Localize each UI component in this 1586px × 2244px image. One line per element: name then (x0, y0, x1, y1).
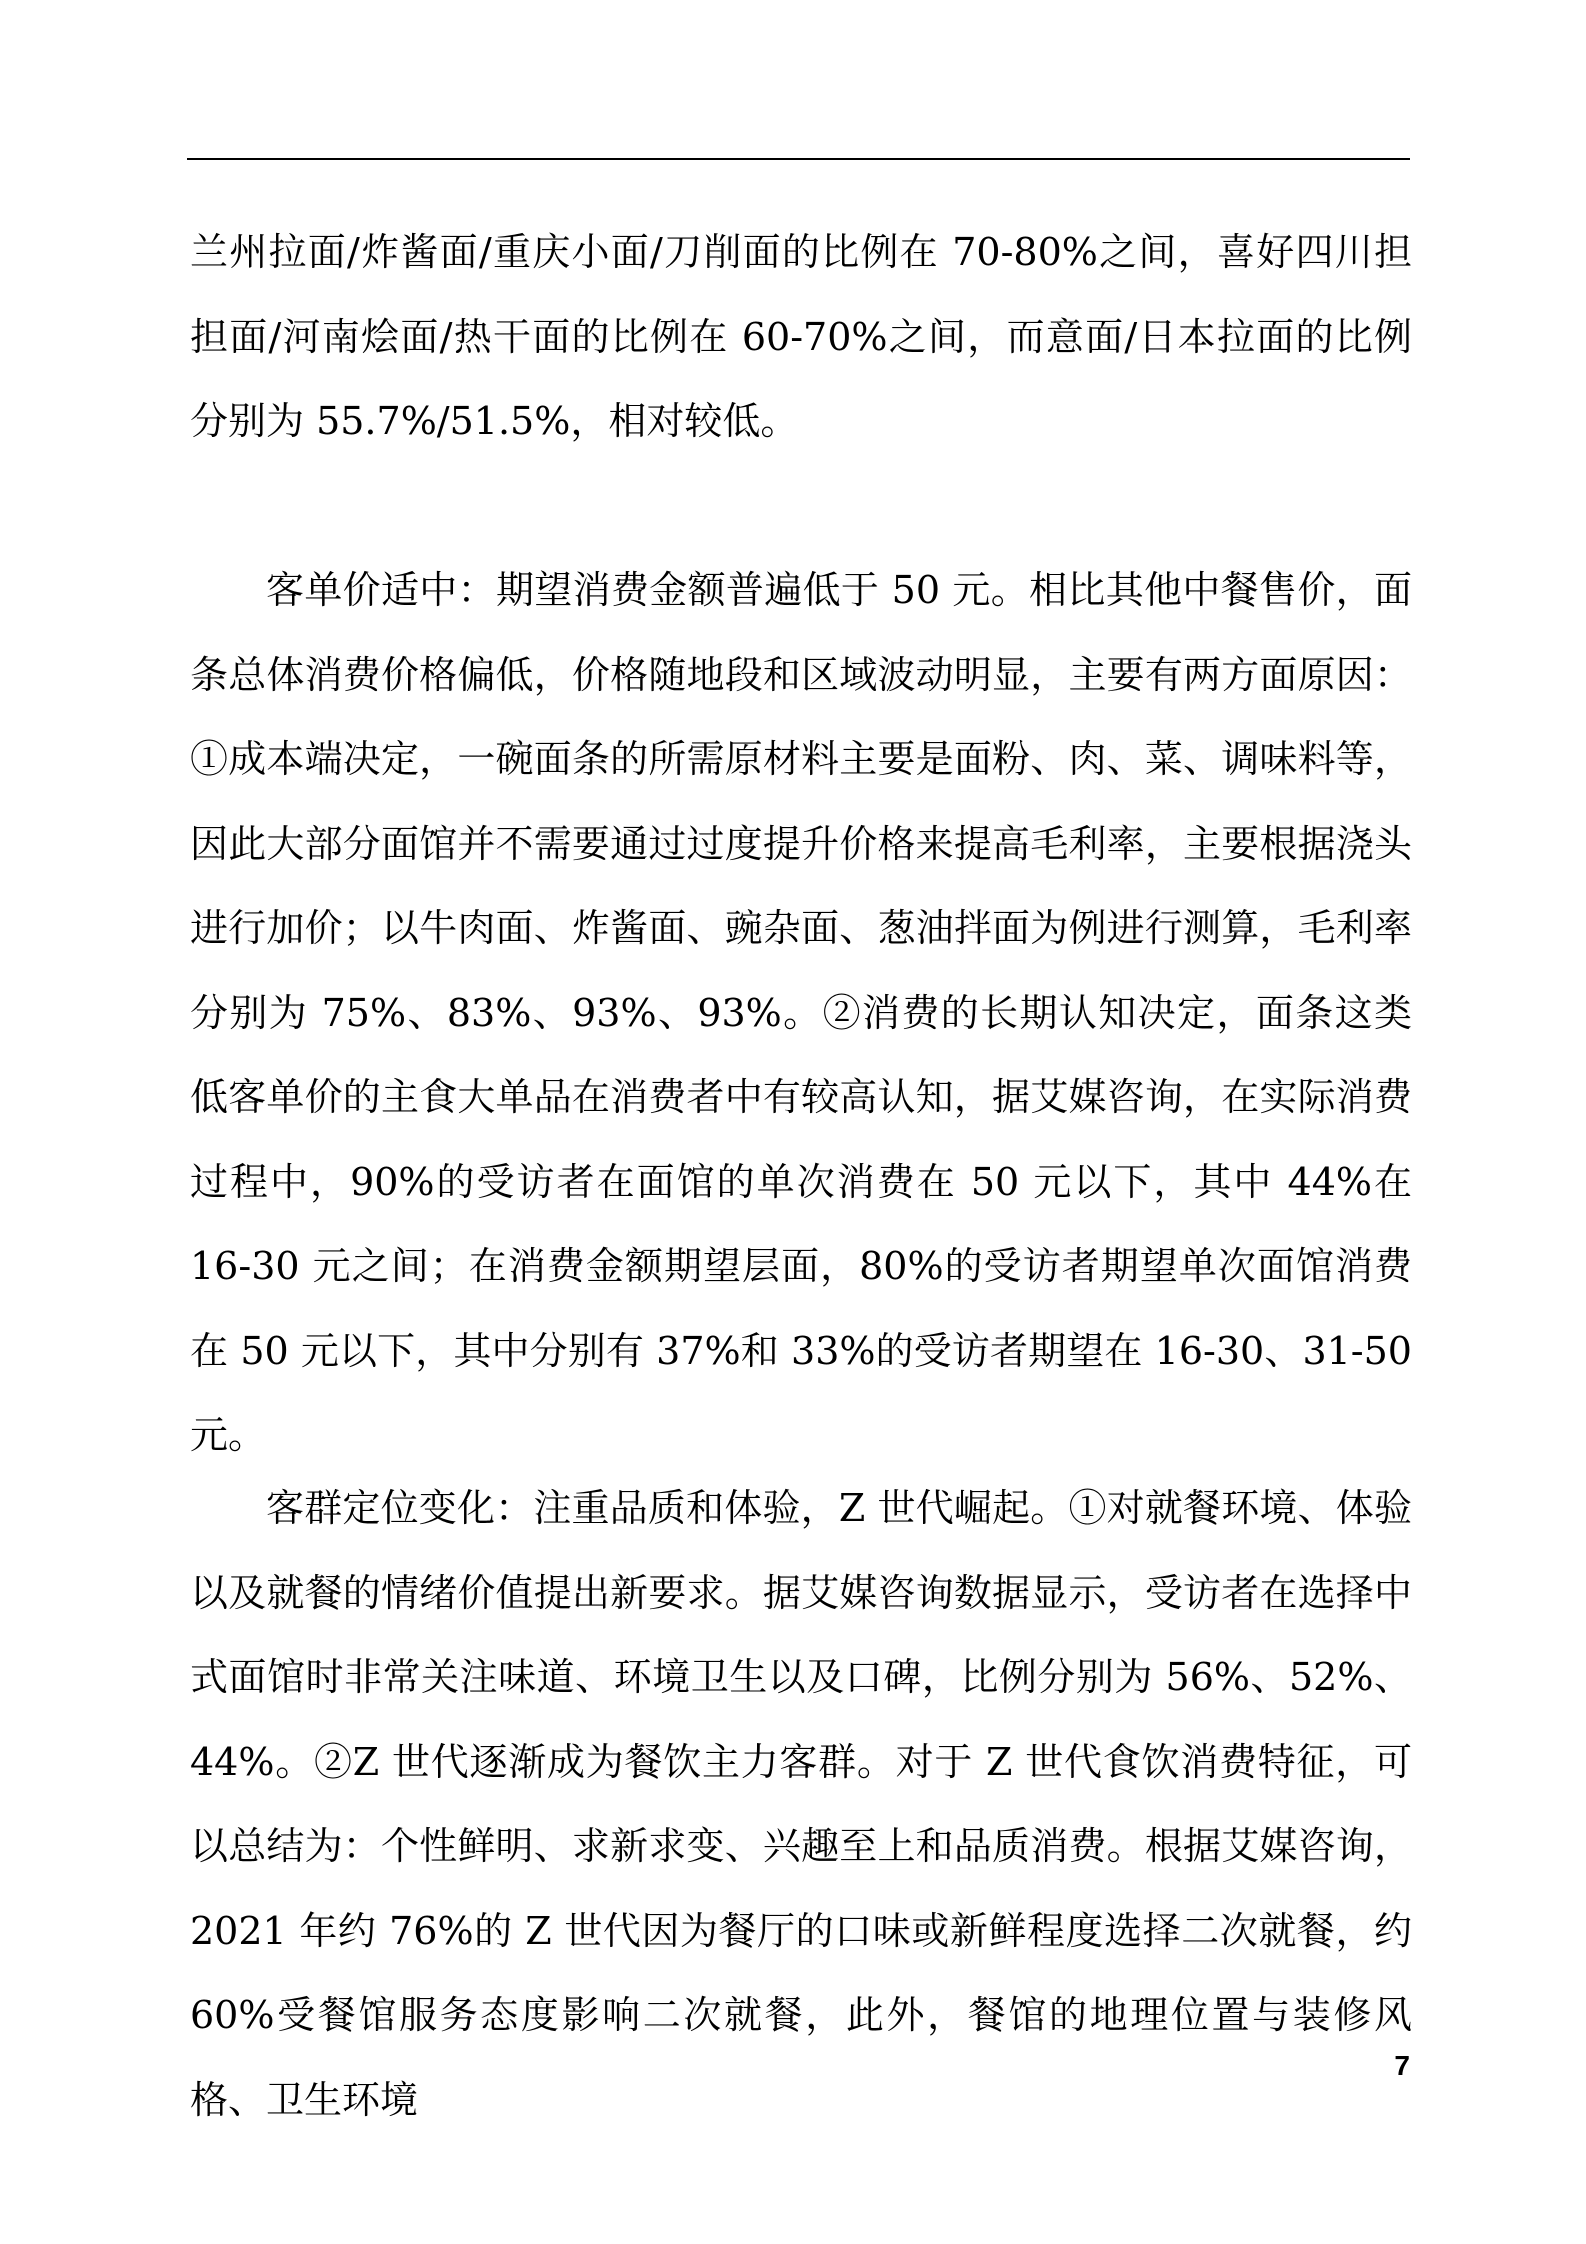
page-number: 7 (1394, 2050, 1410, 2081)
body-paragraph-continued: 兰州拉面/炸酱面/重庆小面/刀削面的比例在 70-80%之间，喜好四川担担面/河南烩面/热干面的比例在 60-70%之间，而意面/日本拉面的比例分别为 55.7%/51.5%，相对较低。 (190, 230, 1412, 443)
header-rule (187, 158, 1410, 160)
body-paragraph-average-spend: 客单价适中：期望消费金额普遍低于 50 元。相比其他中餐售价，面条总体消费价格偏低，价格随地段和区域波动明显，主要有两方面原因：①成本端决定，一碗面条的所需原材料主要是面粉、肉、菜、调味料等，因此大部分面馆并不需要通过过度提升价格来提高毛利率，主要根据浇头进行加价；以牛肉面、炸酱面、豌杂面、葱油拌面为例进行测算，毛利率分别为 75%、83%、93%、93%。②消费的长期认知决定，面条这类低客单价的主食大单品在消费者中有较高认知，据艾媒咨询，在实际消费过程中，90%的受访者在面馆的单次消费在 50 元以下，其中 44%在 16-30 元之间；在消费金额期望层面，80%的受访者期望单次面馆消费在 50 元以下，其中分别有 37%和 33%的受访者期望在 16-30、31-50 元。 (190, 568, 1412, 1457)
body-paragraph-customer-shift: 客群定位变化：注重品质和体验，Z 世代崛起。①对就餐环境、体验以及就餐的情绪价值提出新要求。据艾媒咨询数据显示，受访者在选择中式面馆时非常关注味道、环境卫生以及口碑，比例分别为 56%、52%、44%。②Z 世代逐渐成为餐饮主力客群。对于 Z 世代食饮消费特征，可以总结为：个性鲜明、求新求变、兴趣至上和品质消费。根据艾媒咨询，2021 年约 76%的 Z 世代因为餐厅的口味或新鲜程度选择二次就餐，约 60%受餐馆服务态度影响二次就餐，此外，餐馆的地理位置与装修风格、卫生环境 (190, 1486, 1412, 2122)
